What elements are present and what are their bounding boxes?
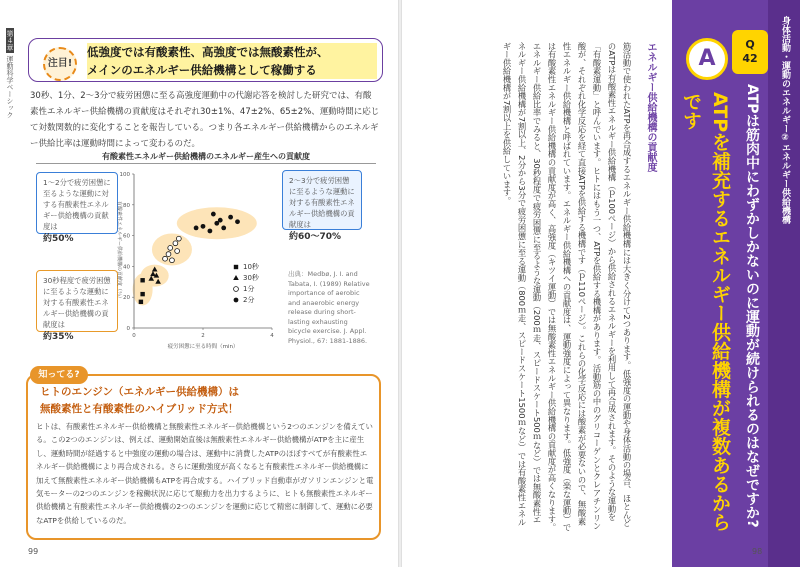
- chart-legend: [232, 262, 284, 306]
- x-tick-label: 2: [201, 333, 205, 339]
- y-tick-label: 0: [126, 326, 130, 332]
- legend-item: [232, 273, 284, 284]
- data-point: [228, 215, 233, 220]
- data-point: [235, 219, 240, 224]
- legend-item: [232, 284, 284, 295]
- question-number: 42: [742, 52, 758, 65]
- question-badge: [732, 30, 768, 74]
- callout-30s-pct: 約35%: [43, 332, 74, 342]
- book-gutter: [398, 0, 402, 567]
- data-point: [168, 246, 173, 251]
- data-point: [140, 278, 144, 282]
- know-tag: 知ってる?: [30, 366, 88, 384]
- right-section-heading: エネルギー供給機構の貢献度: [645, 42, 656, 172]
- y-tick-label: 20: [123, 295, 130, 302]
- scatter-chart: [112, 168, 282, 354]
- y-tick-label: 80: [123, 202, 130, 209]
- figure-source: 出典：Medbø, J. I. and Tabata, I. (1989) Relative importance of aerobic and anaerobic energy release during short-lasting exhausting bicycle exercise. J. Appl. Physiol., 67: 1881-1886.: [288, 270, 370, 345]
- data-point: [166, 252, 171, 257]
- data-point: [218, 218, 223, 223]
- x-axis-label: 疲労困憊に至る時間（min）: [167, 344, 239, 350]
- answer-badge: A: [686, 38, 728, 80]
- y-tick-label: 100: [119, 172, 130, 178]
- data-point: [139, 300, 143, 304]
- page-number-left: 99: [28, 547, 39, 556]
- data-point: [194, 226, 199, 231]
- chapter-subtitle: 運動科学ベーシック: [6, 55, 14, 119]
- question-letter: Q: [745, 38, 755, 51]
- data-point: [170, 258, 175, 263]
- page-number-right: 98: [752, 547, 763, 556]
- legend-label: 10秒: [243, 263, 259, 271]
- callout-30s-text: 30秒程度で疲労困憊に至るような運動に対する有酸素性エネルギー供給機構の貢献度は: [43, 276, 111, 329]
- data-point: [208, 229, 213, 234]
- data-point: [211, 212, 216, 217]
- legend-label: 30秒: [243, 274, 259, 282]
- attention-headline-line2: メインのエネルギー供給機構として稼働する: [87, 61, 377, 79]
- legend-marker-shape: [234, 287, 239, 292]
- question-title: ATPは筋肉中にわずかしかないのに運動が続けられるのはなぜですか?: [744, 84, 760, 528]
- legend-label: 2分: [243, 296, 255, 304]
- y-tick-label: 60: [123, 233, 130, 240]
- data-point: [173, 241, 178, 246]
- legend-marker-shape: [234, 298, 239, 303]
- left-body-paragraph: 30秒、1分、2～3分で疲労困憊に至る高強度運動中の代謝応答を検討した研究では、有酸素性エネルギー供給機構の貢献度はそれぞれ30±1%、47±2%、65±2%、運動時間に応じて対数関数的に変化することを報告している。つまり各エネルギー供給機構からのエネルギー供給比率は運動時間によって変わるのだ。: [30, 91, 380, 149]
- figure-title: 有酸素性エネルギー供給機構のエネルギー産生への貢献度: [36, 150, 376, 164]
- callout-1min-pct: 約50%: [43, 234, 74, 244]
- chapter-tab: [4, 28, 16, 148]
- attention-headline: [87, 43, 377, 79]
- know-headline-line1: ヒトのエンジン（エネルギー供給機構）は: [40, 386, 239, 398]
- data-point: [176, 236, 181, 241]
- legend-label: 1分: [243, 285, 255, 293]
- legend-item: [232, 262, 284, 273]
- legend-marker: [232, 263, 240, 271]
- y-axis-label: 有酸素性エネルギー供給機構の貢献度（％）: [116, 200, 122, 302]
- series-label: 身体活動・運動のエネルギー②エネルギー供給機構: [780, 16, 790, 224]
- right-body-text: 筋活動で使われたATPを再合成するエネルギー供給機構には大きく分けて2つあります。低強度の運動や身体活動の場合、ほとんどのATPは有酸素性エネルギー供給機構（ｐ100ページ）から供給されるエネルギーを利用して再合成されます。そのような運動を「有酸素運動」と呼んでいます。ヒトにはもう一つ、ATPを供給する機構があります。活動筋の中のグリコーゲンとクレアチンリン酸が、それぞれ化学反応を経て直接ATPを供給する機構です（ｐ110ページ）。これらの化学反応には酸素が必要ないので、無酸素性エネルギー供給機構と呼ばれています。エネルギー供給機構への貢献度は、運動強度によって異なります。低強度（楽な運動）では有酸素性エネルギー供給機構の貢献度が高く、高強度（キツイ運動）では無酸素性エネルギー供給機構の貢献度が高くなります。エネルギー供給比率でみると、30秒程度で疲労困憊に至るような運動（200ｍ走、スピードスケート500ｍなど）では無酸素性エネルギー供給機構が7割以上、2分から3分で疲労困憊に至る運動（800ｍ走、スピードスケート1500ｍなど）では有酸素性エネルギー供給機構が7割以上を供給しています。: [502, 42, 632, 532]
- callout-1min-text: 1～2分で疲労困憊に至るような運動に対する有酸素性エネルギー供給機構の貢献度は: [43, 178, 111, 231]
- know-body: ヒトは、有酸素性エネルギー供給機構と無酸素性エネルギー供給機構という2つのエンジンを備えている。この2つのエンジンは、例えば、運動開始直後は無酸素性エネルギー供給機構がATPを主に産生し、運動時間が経過すると中強度の運動の場合は、運動中に消費したATPのほぼすべてが有酸素性エネルギー供給機構により再合成される。さらに運動強度が高くなると有酸素性エネルギー供給機構に加えて無酸素性エネルギー供給機構もATPを再合成する。ハイブリッド自動車がガソリンエンジンと電気モーターの2つのエンジンを稼働状況に応じて駆動力を出力するように、ヒトも無酸素性エネルギー供給機構と有酸素性エネルギー供給機構の2つのエンジンを運動に応じて精密に制御して、運動に必要なATPを供給しているのだ。: [36, 422, 374, 525]
- know-headline-line2: 無酸素性と有酸素性のハイブリッド方式！: [40, 403, 239, 415]
- data-point: [221, 226, 226, 231]
- callout-2to3min-text: 2～3分で疲労困憊に至るような運動に対する有酸素性エネルギー供給機構の貢献度は: [289, 176, 355, 229]
- data-point: [175, 249, 180, 254]
- callout-1min: [36, 172, 118, 244]
- callout-2to3min: [282, 170, 362, 242]
- attention-headline-line1: 低強度では有酸素性、高強度では無酸素性が、: [87, 43, 377, 61]
- attention-tag: 注目!: [43, 47, 77, 81]
- answer-title: ATPを補充するエネルギー供給機構が複数あるからです: [680, 92, 731, 532]
- legend-marker: [232, 274, 240, 282]
- y-tick-label: 40: [123, 264, 130, 271]
- legend-marker-shape: [233, 275, 239, 280]
- legend-marker: [232, 285, 240, 293]
- x-tick-label: 4: [270, 333, 274, 339]
- x-tick-label: 0: [132, 333, 136, 339]
- chapter-number: 第４章: [6, 30, 14, 51]
- callout-2to3min-pct: 約60～70%: [289, 232, 342, 242]
- legend-marker-shape: [234, 265, 238, 269]
- legend-item: [232, 295, 284, 306]
- legend-marker: [232, 296, 240, 304]
- data-point: [201, 224, 206, 229]
- attention-box: [28, 38, 383, 82]
- callout-30s: [36, 270, 118, 342]
- data-point: [140, 292, 144, 296]
- know-headline: [40, 384, 370, 418]
- data-point: [163, 256, 168, 261]
